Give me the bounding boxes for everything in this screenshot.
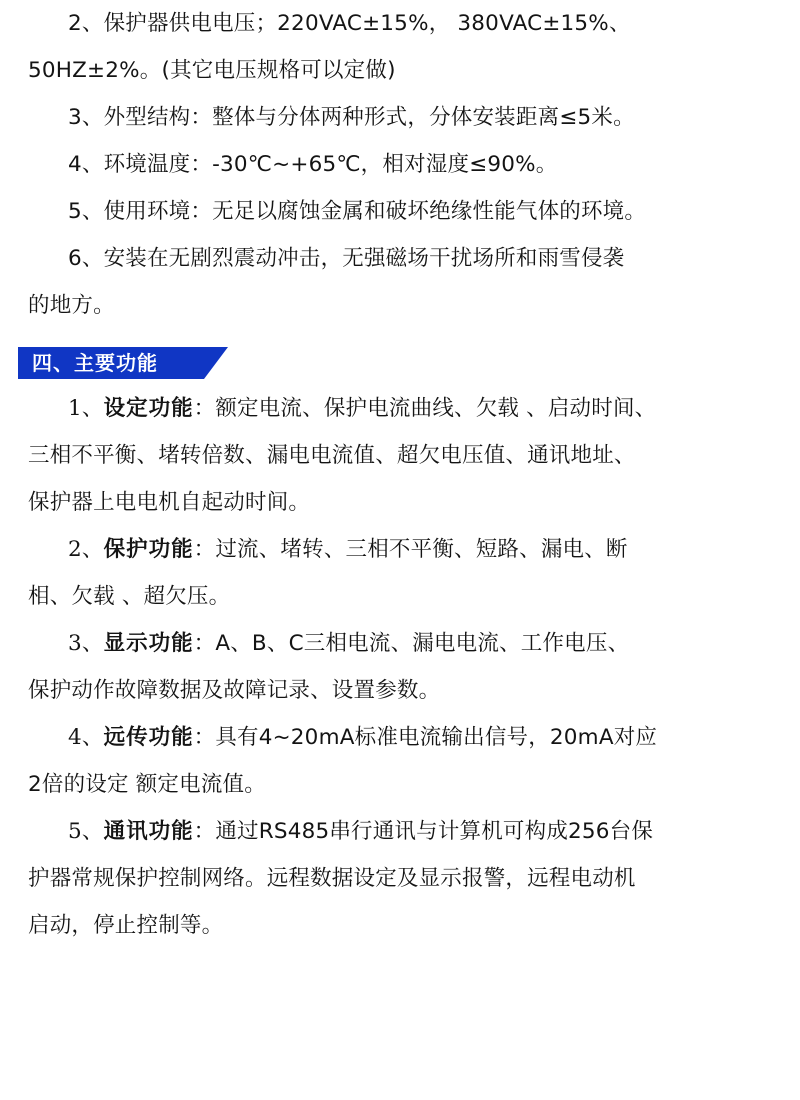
function-separator: ： bbox=[193, 396, 216, 421]
function-line: 通过RS485串行通讯与计算机可构成256台保 bbox=[215, 819, 654, 844]
spec-line-3: 3、外型结构：整体与分体两种形式，分体安装距离≤5米。 bbox=[68, 105, 635, 130]
function-label: 设定功能 bbox=[103, 396, 194, 421]
function-line: 相、欠载 、超欠压。 bbox=[28, 584, 231, 609]
function-item bbox=[0, 526, 800, 573]
function-item bbox=[0, 385, 800, 432]
spec-line-2: 2、保护器供电电压；220VAC±15%， 380VAC±15%、 bbox=[68, 11, 631, 36]
function-index: 5、 bbox=[68, 819, 104, 844]
function-separator: ： bbox=[193, 819, 216, 844]
function-index: 3、 bbox=[68, 631, 104, 656]
banner-label: 四、主要功能 bbox=[32, 351, 158, 375]
function-line: 保护器上电电机自起动时间。 bbox=[28, 490, 311, 515]
function-item bbox=[0, 620, 800, 667]
function-line: 三相不平衡、堵转倍数、漏电电流值、超欠电压值、通讯地址、 bbox=[28, 443, 636, 468]
functions-block bbox=[0, 385, 800, 949]
function-line: A、B、C三相电流、漏电电流、工作电压、 bbox=[215, 631, 630, 656]
spec-line-5: 5、使用环境：无足以腐蚀金属和破坏绝缘性能气体的环境。 bbox=[68, 199, 647, 224]
function-separator: ： bbox=[193, 537, 216, 562]
function-line: 保护动作故障数据及故障记录、设置参数。 bbox=[28, 678, 441, 703]
function-line: 额定电流、保护电流曲线、欠载 、启动时间、 bbox=[215, 396, 657, 421]
function-line: 过流、堵转、三相不平衡、短路、漏电、断 bbox=[215, 537, 628, 562]
function-item bbox=[0, 808, 800, 855]
spec-line-6: 6、安装在无剧烈震动冲击，无强磁场干扰场所和雨雪侵袭 bbox=[68, 246, 625, 271]
function-separator: ： bbox=[193, 725, 216, 750]
function-item bbox=[0, 714, 800, 761]
function-line: 具有4~20mA标准电流输出信号，20mA对应 bbox=[215, 725, 658, 750]
specs-block bbox=[0, 0, 800, 329]
function-label: 远传功能 bbox=[103, 725, 194, 750]
section-heading-banner bbox=[18, 347, 228, 379]
function-index: 1、 bbox=[68, 396, 104, 421]
function-label: 通讯功能 bbox=[103, 819, 194, 844]
function-line: 启动，停止控制等。 bbox=[28, 913, 224, 938]
function-label: 显示功能 bbox=[103, 631, 194, 656]
function-separator: ： bbox=[193, 631, 216, 656]
function-index: 4、 bbox=[68, 725, 104, 750]
function-line: 2倍的设定 额定电流值。 bbox=[28, 772, 266, 797]
function-line: 护器常规保护控制网络。远程数据设定及显示报警，远程电动机 bbox=[28, 866, 636, 891]
function-index: 2、 bbox=[68, 537, 104, 562]
spec-line-2-cont: 50HZ±2%。(其它电压规格可以定做) bbox=[28, 58, 396, 83]
function-label: 保护功能 bbox=[103, 537, 194, 562]
spec-line-4: 4、环境温度：-30℃~+65℃，相对湿度≤90%。 bbox=[68, 152, 558, 177]
spec-line-6-cont: 的地方。 bbox=[28, 293, 115, 318]
